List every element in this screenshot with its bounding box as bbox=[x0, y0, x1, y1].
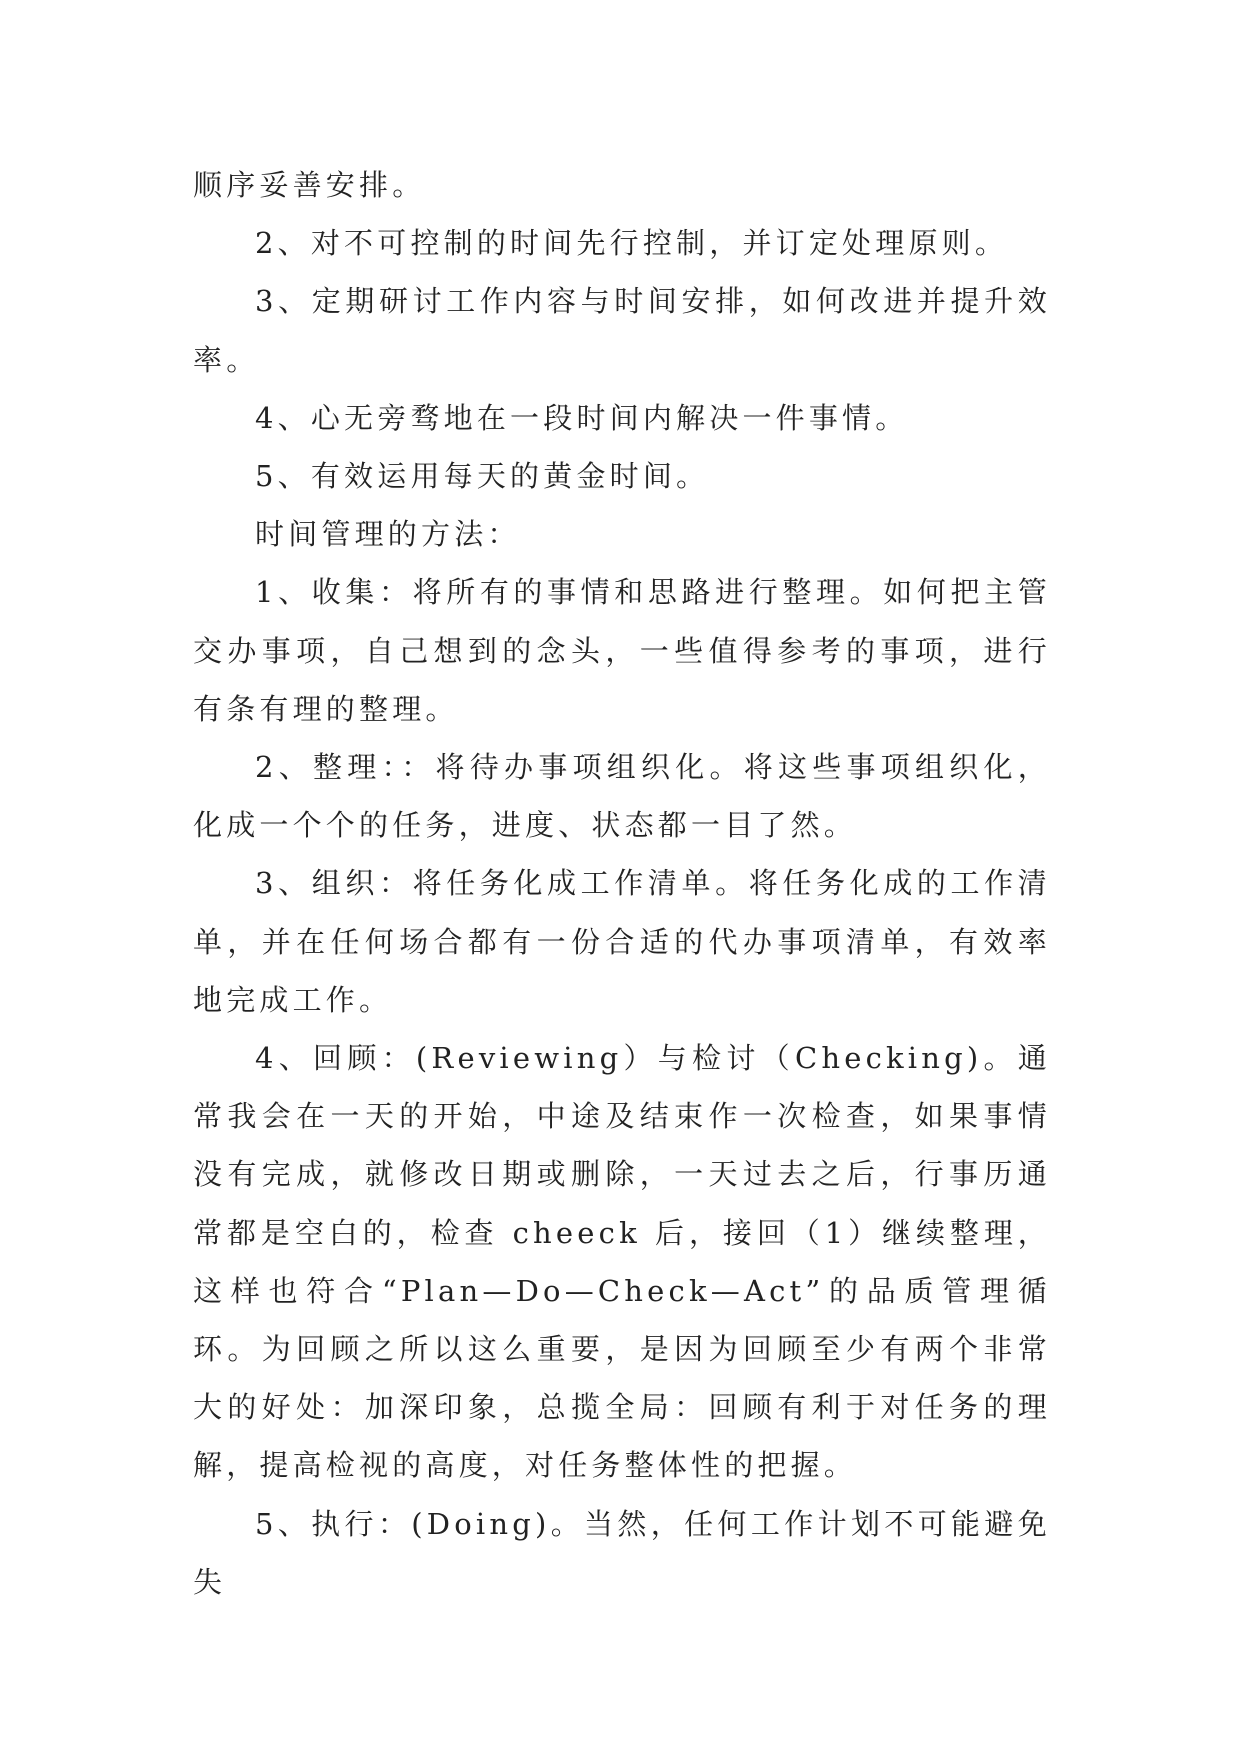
paragraph-5: 5、有效运用每天的黄金时间。 bbox=[255, 459, 710, 494]
paragraph-collect: 1、收集：将所有的事情和思路进行整理。如何把主管交办事项，自己想到的念头，一些值得参考的事项，进行有条有理的整理。 bbox=[193, 575, 1051, 726]
paragraph-execute: 5、执行：(Doing)。当然，任何工作计划不可能避免失 bbox=[193, 1506, 1051, 1599]
paragraph-review: 4、回顾：(Reviewing）与检讨（Checking)。通常我会在一天的开始，中途及结束作一次检查，如果事情没有完成，就修改日期或删除，一天过去之后，行事历通常都是空白的，检查 cheeck 后，接回（1）继续整理，这样也符合“Plan—Do—Check—Act”的品质管理循环。为回顾之所以这么重要，是因为回顾至少有两个非常大的好处：加深印象，总揽全局：回顾有利于对任务的理解，提高检视的高度，对任务整体性的把握。 bbox=[193, 1041, 1051, 1483]
section-heading-methods: 时间管理的方法： bbox=[255, 517, 521, 552]
paragraph-4: 4、心无旁骛地在一段时间内解决一件事情。 bbox=[255, 400, 909, 435]
document-body bbox=[193, 156, 1051, 1611]
paragraph-2: 2、对不可控制的时间先行控制，并订定处理原则。 bbox=[255, 226, 1009, 261]
paragraph-1: 顺序妥善安排。 bbox=[193, 168, 426, 202]
paragraph-structure: 3、组织：将任务化成工作清单。将任务化成的工作清单，并在任何场合都有一份合适的代办事项清单，有效率地完成工作。 bbox=[193, 866, 1051, 1017]
paragraph-3: 3、定期研讨工作内容与时间安排，如何改进并提升效率。 bbox=[193, 284, 1051, 377]
paragraph-organize: 2、整理：：将待办事项组织化。将这些事项组织化，化成一个个的任务，进度、状态都一目了然。 bbox=[193, 750, 1051, 843]
